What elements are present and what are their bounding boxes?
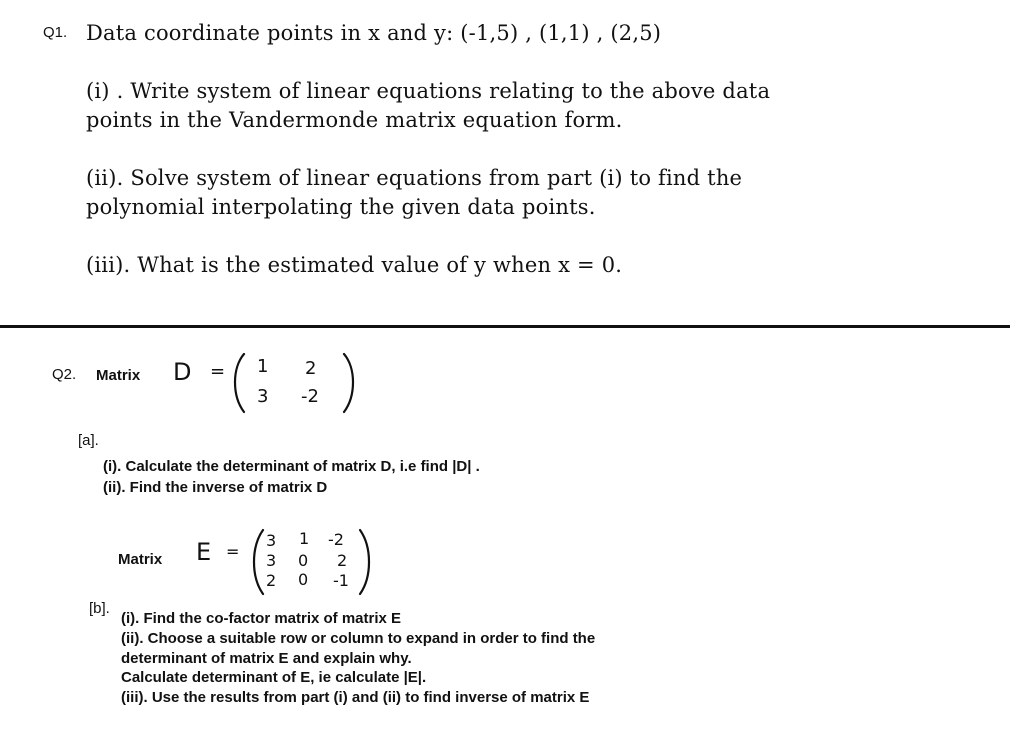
question-1-number: Q1. [43,24,68,41]
question-1-title: Data coordinate points in x and y: (-1,5) , (1,1) , (2,5) [86,21,662,45]
matrix-e-cell-2-3: 2 [337,551,348,570]
part-a-item-ii: (ii). Find the inverse of matrix D [103,479,328,496]
matrix-d-cell-1-2: 2 [305,358,317,379]
matrix-d-brackets [230,350,360,416]
part-b-item-i: (i). Find the co-factor matrix of matrix E [121,610,402,627]
part-b-item-ii-line-2: determinant of matrix E and explain why. [121,650,412,667]
matrix-e-cell-3-1: 2 [266,571,277,590]
q1-part-i-line-1: (i) . Write system of linear equations relating to the above data [86,79,771,103]
part-b-item-iii: (iii). Use the results from part (i) and (ii) to find inverse of matrix E [121,689,590,706]
section-divider [0,325,1010,328]
matrix-e-cell-2-2: 0 [298,551,309,570]
matrix-d-equals: = [210,361,226,382]
matrix-d-cell-1-1: 1 [257,356,269,377]
part-b-item-ii-line-3: Calculate determinant of E, ie calculate |E|. [121,669,427,686]
matrix-e-name: E [196,538,212,566]
matrix-d-cell-2-2: -2 [301,386,319,407]
q1-part-ii-line-1: (ii). Solve system of linear equations from part (i) to find the [86,166,743,190]
part-b-label: [b]. [89,600,110,617]
matrix-e-cell-2-1: 3 [266,551,277,570]
matrix-e-cell-1-1: 3 [266,531,277,550]
matrix-e-equals: = [226,542,240,561]
part-a-item-i: (i). Calculate the determinant of matrix D, i.e find |D| . [103,458,480,475]
matrix-d-label: Matrix [96,367,141,384]
matrix-e-cell-3-3: -1 [333,571,349,590]
matrix-e-cell-1-3: -2 [328,530,344,549]
q1-part-ii-line-2: polynomial interpolating the given data points. [86,195,596,219]
q1-part-iii: (iii). What is the estimated value of y when x = 0. [86,253,623,277]
matrix-e-cell-3-2: 0 [298,570,309,589]
matrix-d-name: D [173,358,192,386]
part-a-label: [a]. [78,432,99,449]
matrix-e-label: Matrix [118,551,163,568]
part-b-item-ii-line-1: (ii). Choose a suitable row or column to expand in order to find the [121,630,596,647]
q1-part-i-line-2: points in the Vandermonde matrix equation form. [86,108,623,132]
question-2-number: Q2. [52,366,77,383]
matrix-d-cell-2-1: 3 [257,386,269,407]
matrix-e-cell-1-2: 1 [299,529,310,548]
